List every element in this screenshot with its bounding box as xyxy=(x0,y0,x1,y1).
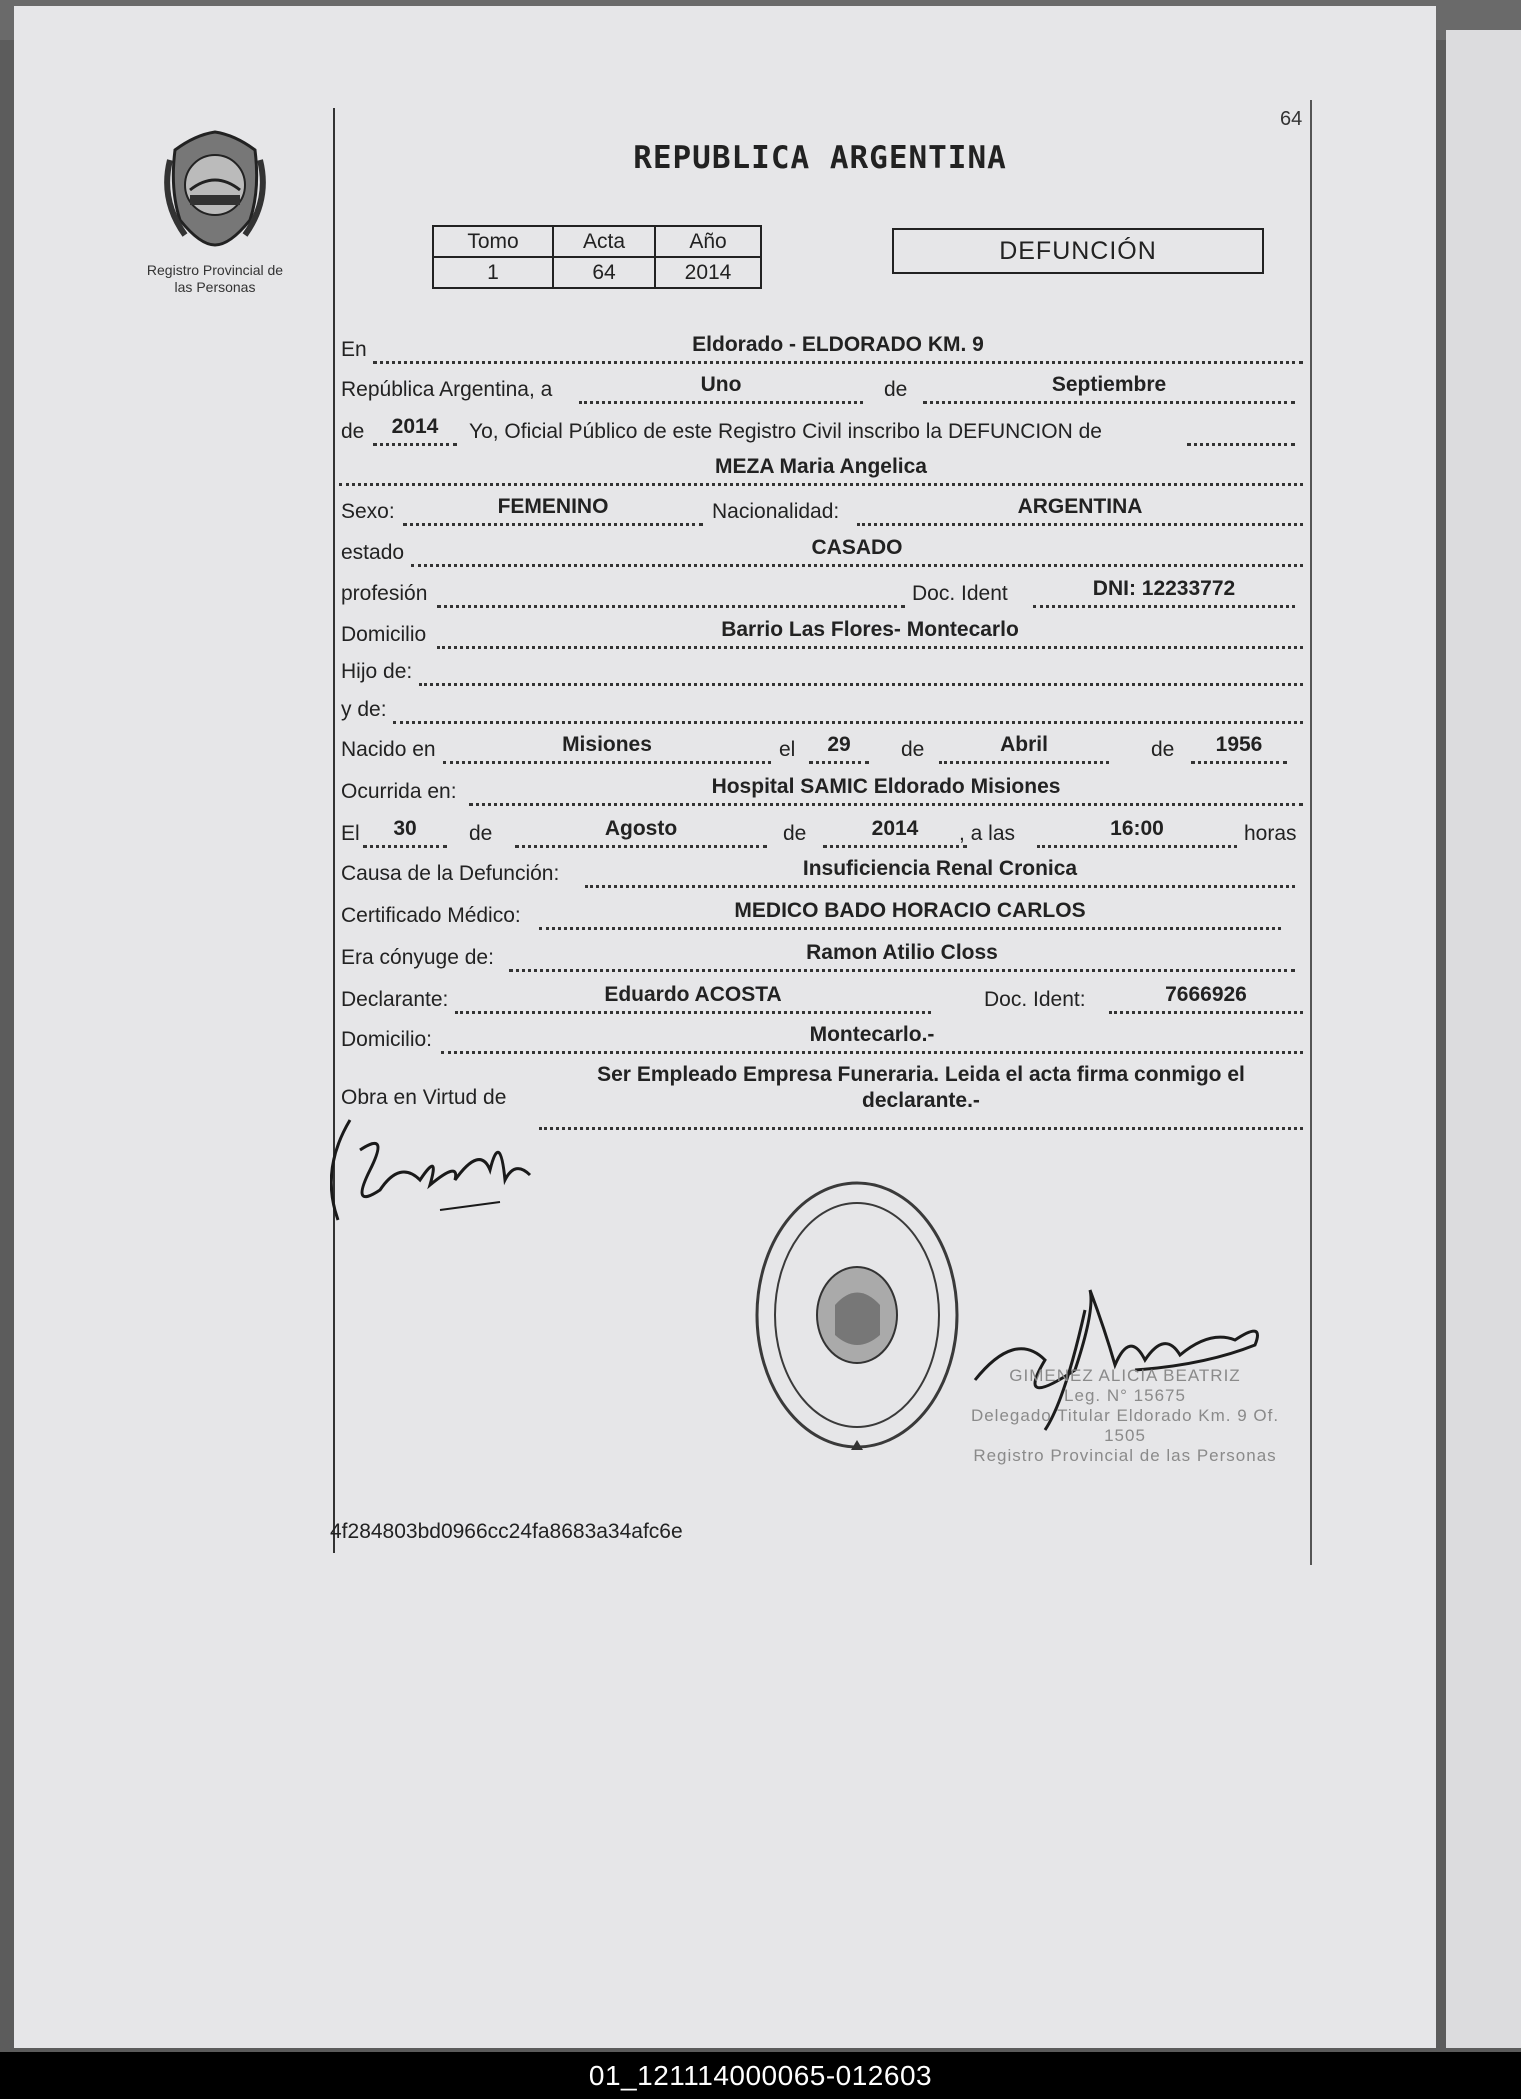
document-title: REPUBLICA ARGENTINA xyxy=(633,140,1007,176)
label-de: de xyxy=(884,378,908,401)
row-y-de xyxy=(339,690,1303,724)
label-declarante: Declarante: xyxy=(341,988,449,1011)
label-en: En xyxy=(341,338,367,361)
row-domicilio-declarante xyxy=(339,1020,1303,1054)
official-data xyxy=(960,1366,1290,1466)
logo-caption-line2: las Personas xyxy=(174,279,256,295)
label-profesion: profesión xyxy=(341,582,428,605)
file-id: 01_121114000065-012603 xyxy=(588,2060,933,2091)
label-yo-text: Yo, Oficial Público de este Registro Civil inscribo la DEFUNCION de xyxy=(469,420,1102,443)
field-obra xyxy=(539,1125,1303,1130)
row-domicilio xyxy=(339,615,1303,649)
value-anio: 2014 xyxy=(655,257,761,288)
field-def-hora xyxy=(1037,811,1237,848)
field-domicilio-declarante xyxy=(441,1017,1303,1054)
field-def-dia xyxy=(363,811,447,848)
field-declarante xyxy=(455,977,931,1014)
field-sexo xyxy=(403,489,703,526)
row-declarante xyxy=(339,980,1303,1014)
value-sexo: FEMENINO xyxy=(497,495,609,518)
field-causa xyxy=(585,851,1295,888)
label-doc-ident: Doc. Ident xyxy=(912,582,1008,605)
field-nac-anio xyxy=(1191,727,1287,764)
value-obra-line2: declarante.- xyxy=(862,1089,980,1112)
label-estado: estado xyxy=(341,541,405,564)
value-mes: Septiembre xyxy=(1051,373,1167,396)
row-hijo-de xyxy=(339,652,1303,686)
label-de-def-anio: de xyxy=(783,822,807,845)
value-dia: Uno xyxy=(700,373,742,396)
official-organismo: Registro Provincial de las Personas xyxy=(973,1446,1277,1465)
row-anio xyxy=(339,412,1303,446)
label-doc-ident-declarante: Doc. Ident: xyxy=(984,988,1086,1011)
field-declarante-doc xyxy=(1109,977,1303,1014)
label-de-nac-mes: de xyxy=(901,738,925,761)
logo-caption-line1: Registro Provincial de xyxy=(146,262,284,278)
province-seal-icon xyxy=(160,120,270,250)
header-tomo: Tomo xyxy=(433,226,553,257)
field-nacionalidad xyxy=(857,489,1303,526)
value-nombre: MEZA Maria Angelica xyxy=(715,455,927,478)
official-matricula: Leg. N° 15675 xyxy=(1064,1386,1186,1405)
row-certificado xyxy=(339,896,1303,930)
field-doc xyxy=(1033,571,1295,608)
field-defuncion-de xyxy=(1187,409,1295,446)
label-certificado: Certificado Médico: xyxy=(341,904,521,927)
official-cargo: Delegado Titular Eldorado Km. 9 Of. 1505 xyxy=(970,1406,1280,1445)
value-def-mes: Agosto xyxy=(604,817,678,840)
row-nacimiento xyxy=(339,730,1303,764)
field-hijo-de xyxy=(419,649,1303,686)
value-declarante: Eduardo ACOSTA xyxy=(604,983,782,1006)
logo-caption xyxy=(120,262,310,296)
field-certificado xyxy=(539,893,1281,930)
row-sexo xyxy=(339,492,1303,526)
value-acta: 64 xyxy=(553,257,655,288)
value-domicilio: Barrio Las Flores- Montecarlo xyxy=(721,618,1019,641)
label-causa: Causa de la Defunción: xyxy=(341,862,560,885)
value-nac-dia: 29 xyxy=(827,733,851,756)
field-mes xyxy=(923,367,1295,404)
label-hijo-de: Hijo de: xyxy=(341,660,413,683)
value-def-anio: 2014 xyxy=(871,817,919,840)
value-def-hora: 16:00 xyxy=(1110,817,1164,840)
left-margin-line xyxy=(333,108,335,1553)
row-fecha-defuncion xyxy=(339,814,1303,848)
row-lugar xyxy=(339,330,1303,364)
declarant-signature-icon xyxy=(330,1110,540,1240)
value-def-dia: 30 xyxy=(393,817,417,840)
value-causa: Insuficiencia Renal Cronica xyxy=(802,857,1078,880)
label-de-anio: de xyxy=(341,420,365,443)
field-ocurrida-en xyxy=(469,769,1303,806)
field-dia xyxy=(579,367,863,404)
value-obra-line1: Ser Empleado Empresa Funeraria. Leida el acta firma conmigo el xyxy=(597,1063,1245,1086)
official-stamp-icon xyxy=(750,1175,965,1455)
field-estado xyxy=(411,530,1303,567)
value-conyuge: Ramon Atilio Closs xyxy=(806,941,998,964)
value-anio: 2014 xyxy=(391,415,439,438)
header-acta: Acta xyxy=(553,226,655,257)
field-def-anio xyxy=(823,811,967,848)
row-estado xyxy=(339,533,1303,567)
label-el: el xyxy=(779,738,796,761)
label-ocurrida-en: Ocurrida en: xyxy=(341,780,457,803)
field-def-mes xyxy=(515,811,767,848)
value-nac-mes: Abril xyxy=(1000,733,1048,756)
field-y-de xyxy=(393,687,1303,724)
document-type-box: DEFUNCIÓN xyxy=(892,228,1264,274)
row-ocurrida xyxy=(339,772,1303,806)
field-profesion xyxy=(437,571,905,608)
field-conyuge xyxy=(509,935,1295,972)
value-tomo: 1 xyxy=(433,257,553,288)
label-el-cap: El xyxy=(341,822,360,845)
row-causa xyxy=(339,854,1303,888)
field-lugar xyxy=(373,327,1303,364)
value-declarante-doc: 7666926 xyxy=(1165,983,1247,1006)
label-horas: horas xyxy=(1244,822,1297,845)
value-obra xyxy=(539,1062,1303,1114)
label-republica: República Argentina, a xyxy=(341,378,553,401)
label-a-las: , a las xyxy=(959,822,1016,845)
label-y-de: y de: xyxy=(341,698,387,721)
field-nacido-en xyxy=(443,727,771,764)
header-anio: Año xyxy=(655,226,761,257)
value-ocurrida-en: Hospital SAMIC Eldorado Misiones xyxy=(711,775,1061,798)
value-domicilio-declarante: Montecarlo.- xyxy=(809,1023,935,1046)
label-nacido-en: Nacido en xyxy=(341,738,436,761)
value-lugar: Eldorado - ELDORADO KM. 9 xyxy=(692,333,984,356)
value-nacionalidad: ARGENTINA xyxy=(1017,495,1143,518)
value-estado: CASADO xyxy=(811,536,903,559)
row-conyuge xyxy=(339,938,1303,972)
value-doc: DNI: 12233772 xyxy=(1092,577,1236,600)
label-domicilio-declarante: Domicilio: xyxy=(341,1028,433,1051)
label-conyuge: Era cónyuge de: xyxy=(341,946,494,969)
field-anio xyxy=(373,409,457,446)
row-fecha xyxy=(339,370,1303,404)
row-nombre xyxy=(339,452,1303,486)
label-de-def-mes: de xyxy=(469,822,493,845)
document-hash: 4f284803bd0966cc24fa8683a34afc6e xyxy=(330,1520,683,1543)
value-nacido-en: Misiones xyxy=(562,733,652,756)
field-nombre xyxy=(339,449,1303,486)
adjacent-page-edge xyxy=(1446,30,1521,2048)
record-reference-table xyxy=(432,225,762,289)
field-nac-mes xyxy=(939,727,1109,764)
label-sexo: Sexo: xyxy=(341,500,395,523)
field-domicilio xyxy=(437,612,1303,649)
value-nac-anio: 1956 xyxy=(1215,733,1263,756)
label-domicilio: Domicilio xyxy=(341,623,427,646)
right-margin-line xyxy=(1310,100,1312,1565)
file-id-band xyxy=(0,2052,1521,2099)
label-nacionalidad: Nacionalidad: xyxy=(712,500,840,523)
official-name: GIMENEZ ALICIA BEATRIZ xyxy=(1009,1366,1241,1385)
label-obra: Obra en Virtud de xyxy=(341,1086,507,1109)
value-certificado: MEDICO BADO HORACIO CARLOS xyxy=(734,899,1086,922)
field-nac-dia xyxy=(809,727,869,764)
label-de-nac-anio: de xyxy=(1151,738,1175,761)
row-profesion xyxy=(339,574,1303,608)
page-number: 64 xyxy=(1280,108,1303,130)
